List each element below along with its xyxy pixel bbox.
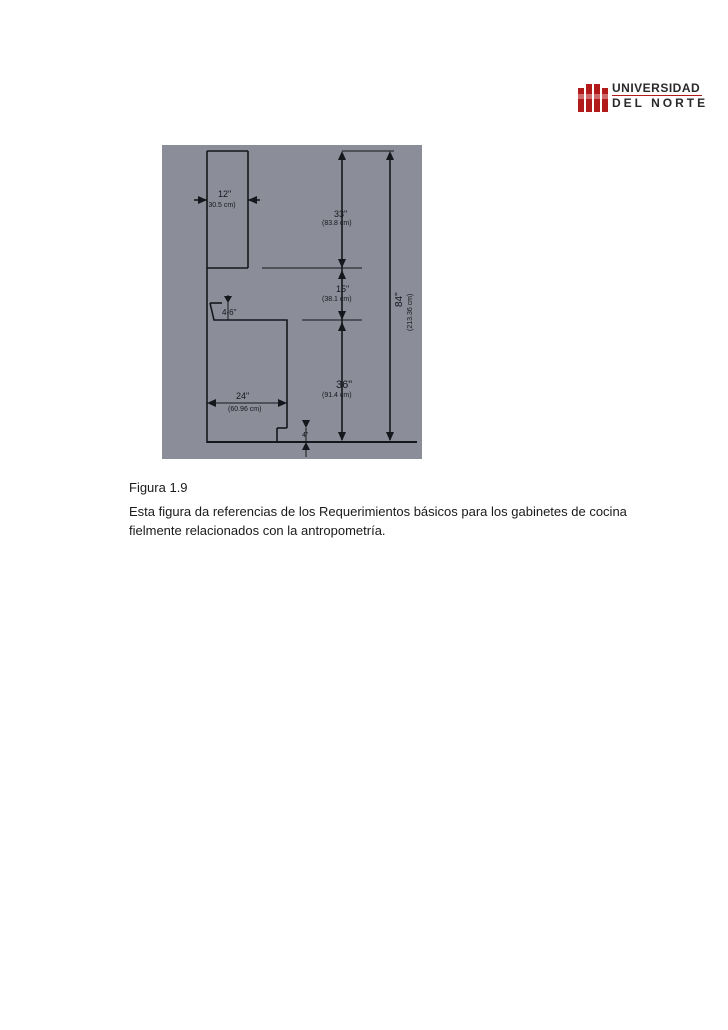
kitchen-cabinet-diagram <box>162 145 422 459</box>
figure-description: Esta figura da referencias de los Requerimientos básicos para los gabinetes de cocina fielmente relacionados con la antropometría. <box>129 504 627 538</box>
label-base-depth-in: 24" <box>236 391 250 401</box>
label-total-cm: (213.36 cm) <box>407 293 414 331</box>
figure-caption: Figura 1.9 <box>129 480 188 495</box>
label-counter-height-cm: (91.4 cm) <box>322 392 352 399</box>
logo-line-1: UNIVERSIDAD <box>612 81 701 95</box>
label-base-depth-cm: (60.96 cm) <box>228 406 262 413</box>
label-toe-kick: 4" <box>302 432 309 439</box>
label-upper-height-in: 33" <box>334 209 348 219</box>
label-backsplash: 4-6" <box>222 308 237 317</box>
label-upper-depth-cm: (30.5 cm) <box>206 202 236 209</box>
label-total-in: 84" <box>394 292 405 307</box>
un-logo-mark-icon <box>578 80 608 114</box>
label-counter-height-in: 36" <box>336 379 353 391</box>
label-upper-height-cm: (83.8 cm) <box>322 220 352 227</box>
label-gap-in: 15" <box>336 284 350 294</box>
label-gap-cm: (38.1 cm) <box>322 296 352 303</box>
logo-line-2: DEL NORTE <box>612 96 709 110</box>
university-logo <box>578 80 709 114</box>
label-upper-depth-in: 12" <box>218 189 232 199</box>
diagram-drawing <box>162 145 422 459</box>
